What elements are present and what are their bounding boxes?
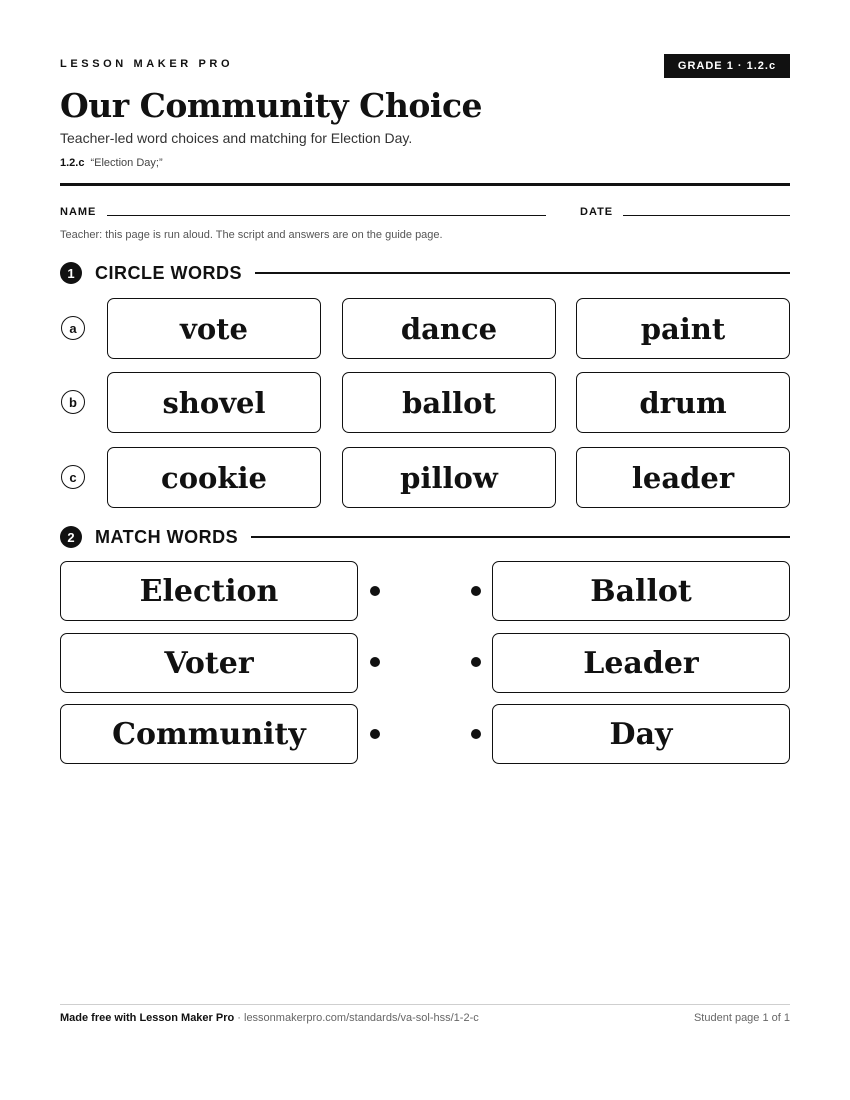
standard-code: 1.2.c [60, 157, 85, 169]
section-match-words-header [60, 524, 790, 550]
word-choice[interactable]: ballot [342, 372, 556, 433]
word-choice[interactable]: pillow [342, 447, 556, 508]
match-left-dot[interactable] [370, 586, 380, 596]
match-right-item[interactable]: Day [492, 704, 790, 764]
word-choice[interactable]: cookie [107, 447, 321, 508]
standard-text: “Election Day;” [90, 157, 163, 169]
section-divider [255, 272, 790, 274]
match-right-dot[interactable] [471, 729, 481, 739]
name-field[interactable] [107, 215, 546, 216]
match-left-item[interactable]: Community [60, 704, 358, 764]
row-letter-a: a [61, 316, 85, 340]
section-title: MATCH WORDS [95, 526, 239, 547]
match-right-item[interactable]: Ballot [492, 561, 790, 621]
footer-credit [60, 1012, 479, 1024]
name-label: NAME [60, 206, 97, 218]
section-title: CIRCLE WORDS [95, 262, 242, 283]
match-left-item[interactable]: Voter [60, 633, 358, 693]
word-choice[interactable]: leader [576, 447, 790, 508]
word-choice[interactable]: drum [576, 372, 790, 433]
word-choice[interactable]: paint [576, 298, 790, 359]
header-divider [60, 183, 790, 186]
footer-url[interactable]: · lessonmakerpro.com/standards/va-sol-hss/1-2-c [234, 1012, 479, 1024]
brand-label: LESSON MAKER PRO [60, 58, 234, 70]
page-subtitle: Teacher-led word choices and matching for Election Day. [60, 130, 413, 146]
match-right-item[interactable]: Leader [492, 633, 790, 693]
word-choice[interactable]: shovel [107, 372, 321, 433]
row-letter-c: c [61, 465, 85, 489]
word-choice[interactable]: dance [342, 298, 556, 359]
match-right-dot[interactable] [471, 657, 481, 667]
footer-divider [60, 1004, 790, 1005]
page-title: Our Community Choice [60, 86, 483, 125]
section-divider [251, 536, 790, 538]
footer-made-with: Made free with Lesson Maker Pro [60, 1012, 235, 1024]
section-circle-words-header [60, 260, 790, 286]
date-label: DATE [580, 206, 614, 218]
match-right-dot[interactable] [471, 586, 481, 596]
date-field[interactable] [623, 215, 790, 216]
match-left-dot[interactable] [370, 657, 380, 667]
row-letter-b: b [61, 390, 85, 414]
section-number-badge: 1 [60, 262, 82, 284]
teacher-note: Teacher: this page is run aloud. The script and answers are on the guide page. [60, 229, 443, 241]
footer-page-number: Student page 1 of 1 [693, 1012, 790, 1024]
word-choice[interactable]: vote [107, 298, 321, 359]
match-left-item[interactable]: Election [60, 561, 358, 621]
grade-badge: GRADE 1 · 1.2.c [664, 54, 790, 78]
standard-line [60, 157, 163, 169]
section-number-badge: 2 [60, 526, 82, 548]
match-left-dot[interactable] [370, 729, 380, 739]
